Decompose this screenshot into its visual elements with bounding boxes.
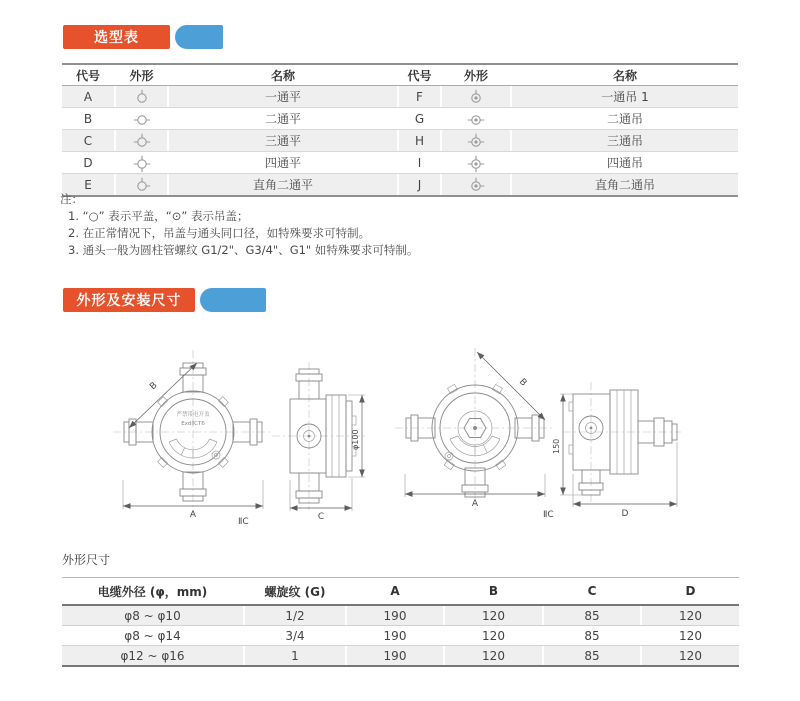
technical-drawings xyxy=(60,320,750,530)
dim-c-label: C xyxy=(317,512,325,522)
group-label: ⅡC xyxy=(238,517,249,527)
col-header-shape: 外形 xyxy=(463,68,488,83)
name-cell: 三通平 xyxy=(169,130,397,151)
four-way-hanging-icon xyxy=(467,154,485,172)
table-row xyxy=(62,130,738,152)
col-header-b: B xyxy=(488,584,499,598)
shape-cell xyxy=(116,152,167,173)
dim-height-label: 150 xyxy=(552,438,561,454)
selection-table-header xyxy=(62,65,738,86)
col-header-d: D xyxy=(685,584,696,598)
three-way-side-view xyxy=(552,382,681,519)
note-item: 3. 通头一般为圆柱管螺纹 G1/2"、G3/4"、G1" 如特殊要求可特制。 xyxy=(68,243,419,257)
three-way-flat-icon xyxy=(133,132,151,150)
group-label: ⅡC xyxy=(543,510,554,520)
code-cell: C xyxy=(62,130,114,151)
thread-cell: 3/4 xyxy=(285,628,305,643)
table-row xyxy=(62,152,738,174)
dim-b-cell: 120 xyxy=(445,646,542,665)
code-cell: F xyxy=(399,86,440,107)
code-cell: A xyxy=(62,86,114,107)
dim-d-cell: 120 xyxy=(642,646,739,665)
name-cell: 二通平 xyxy=(264,112,301,126)
code-cell: H xyxy=(399,130,440,151)
section-title-dimensions: 外形及安装尺寸 xyxy=(63,288,195,312)
col-header-code: 代号 xyxy=(407,68,432,83)
dim-a-label: A xyxy=(189,510,197,520)
three-way-front-view xyxy=(395,348,555,520)
shape-cell xyxy=(442,130,510,151)
col-header-code: 代号 xyxy=(75,68,100,83)
shape-cell xyxy=(116,108,167,129)
col-header-a: A xyxy=(390,584,400,598)
table-row xyxy=(62,86,738,108)
banner-blue-ribbon xyxy=(175,25,223,49)
shape-cell xyxy=(442,108,510,129)
dim-d-cell: 120 xyxy=(642,606,739,625)
dim-c-cell: 85 xyxy=(584,628,600,643)
code-cell: D xyxy=(83,155,93,170)
dim-b-label: B xyxy=(516,377,529,389)
col-header-name: 名称 xyxy=(612,68,637,83)
dim-c-cell: 85 xyxy=(544,646,640,665)
shape-cell xyxy=(442,174,510,195)
table-row xyxy=(62,108,738,130)
dim-a-cell: 190 xyxy=(383,628,407,643)
selection-table xyxy=(62,63,738,197)
section-banner-selection xyxy=(63,25,223,49)
cable-od-cell: φ8 ~ φ10 xyxy=(62,606,243,625)
dim-a-label: A xyxy=(471,499,479,509)
cable-od-cell: φ12 ~ φ16 xyxy=(62,646,243,665)
name-cell: 一通吊 1 xyxy=(512,86,738,107)
shape-cell xyxy=(116,130,167,151)
dimension-table xyxy=(62,577,739,667)
dim-b-cell: 120 xyxy=(482,628,505,643)
dim-a-cell: 190 xyxy=(347,606,443,625)
dim-diameter-label: φ100 xyxy=(351,429,360,450)
col-header-cable-od: 电缆外径 (φ，mm) xyxy=(97,584,208,599)
four-way-front-view xyxy=(113,350,273,527)
dim-c-cell: 85 xyxy=(544,606,640,625)
code-cell: B xyxy=(83,111,93,126)
name-cell: 二通吊 xyxy=(606,112,643,126)
table-row xyxy=(62,606,739,626)
name-cell: 三通吊 xyxy=(512,130,738,151)
shape-cell xyxy=(442,86,510,107)
table-row xyxy=(62,646,739,665)
three-way-hanging-icon xyxy=(467,132,485,150)
note-item: 2. 在正常情况下，吊盖与通头同口径，如特殊要求可特制。 xyxy=(68,226,371,240)
four-way-flat-icon xyxy=(133,154,151,172)
marking-ex-label: ExdⅡCT6 xyxy=(181,421,205,427)
thread-cell: 1/2 xyxy=(245,606,345,625)
dim-d-cell: 120 xyxy=(679,628,702,643)
name-cell: 一通平 xyxy=(169,86,397,107)
dimension-table-header xyxy=(62,578,739,606)
col-header-c: C xyxy=(587,584,597,598)
col-header-shape: 外形 xyxy=(129,68,154,83)
dim-d-label: D xyxy=(621,509,629,519)
code-cell: E xyxy=(62,174,114,195)
name-cell: 四通平 xyxy=(264,156,301,170)
one-way-flat-icon xyxy=(133,88,151,106)
notes-block xyxy=(60,191,418,259)
one-way-hanging-icon xyxy=(467,88,485,106)
section-banner-dimensions xyxy=(63,288,266,312)
marking-warning-label: 严禁带电开盖 xyxy=(176,412,210,418)
code-cell: I xyxy=(417,155,422,170)
name-cell: 直角二通平 xyxy=(169,174,397,195)
notes-label: 注： xyxy=(60,192,83,206)
dim-b-label: B xyxy=(148,380,160,393)
banner-blue-ribbon xyxy=(200,288,266,312)
dim-table-title: 外形尺寸 xyxy=(62,553,111,567)
shape-cell xyxy=(442,152,510,173)
shape-cell xyxy=(116,86,167,107)
right-angle-two-way-hanging-icon xyxy=(467,176,485,194)
code-cell: J xyxy=(399,174,440,195)
two-way-hanging-icon xyxy=(467,110,485,128)
four-way-side-view xyxy=(272,362,366,522)
section-title-selection: 选型表 xyxy=(63,25,170,49)
col-header-name: 名称 xyxy=(270,68,295,83)
name-cell: 直角二通吊 xyxy=(512,174,738,195)
dim-a-cell: 190 xyxy=(347,646,443,665)
code-cell: G xyxy=(414,111,425,126)
name-cell: 四通吊 xyxy=(606,156,643,170)
note-item: 1. “○” 表示平盖，“⊙” 表示吊盖； xyxy=(68,209,249,223)
col-header-thread: 螺旋纹 (G) xyxy=(264,584,326,599)
two-way-flat-icon xyxy=(133,110,151,128)
cable-od-cell: φ8 ~ φ14 xyxy=(124,628,181,643)
table-row xyxy=(62,626,739,646)
dim-b-cell: 120 xyxy=(445,606,542,625)
thread-cell: 1 xyxy=(245,646,345,665)
